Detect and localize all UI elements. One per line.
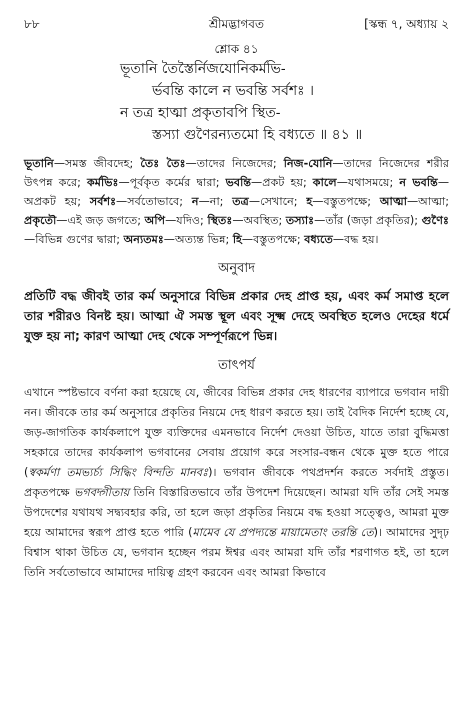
translation-text: প্রতিটি বদ্ধ জীবই তার কর্ম অনুসারে বিভিন্ন প্রকার দেহ প্রাপ্ত হয়, এবং কর্ম সমাপ্ত হলে তার শরীরও বিনষ্ট হয়। আত্মা ঐ সমস্ত স্থূল এবং সূক্ষ্ম দেহে অবস্থিত হলেও দেহের ধর্মে যুক্ত হয় না; কারণ আত্মা দেহ থেকে সম্পূর্ণরূপে ভিন্ন। xyxy=(24,289,449,343)
purport-segment: এখানে স্পষ্টভাবে বর্ণনা করা হয়েছে যে, জীবের বিভিন্ন প্রকার দেহ ধারণের ব্যাপারে ভগবান দায়ী নন। জীবকে তার কর্ম অনুসারে প্রকৃতির নিয়মে দেহ ধারণ করতে হয়। তাই বৈদিক নির্দেশ হচ্ছে যে, জড়-জাগতিক কার্যকলাপে যুক্ত ব্যক্তিদের এমনভাবে নির্দেশ দেওয়া উচিত, যাতে তারা বুদ্ধিমত্তা সহকারে তাদের কার্যকলাপ ভগবানের সেবায় প্রয়োগ করে সংসার-বন্ধন থেকে মুক্ত হতে পারে ( xyxy=(24,386,449,479)
synonym-meaning: —তাদের নিজেদের; xyxy=(185,157,284,170)
synonym-meaning: —সেখানে; xyxy=(248,195,307,208)
book-title: শ্রীমদ্ভাগবত xyxy=(208,17,264,31)
verse-block xyxy=(24,40,449,146)
synonym-meaning: —বদ্ধ হয়। xyxy=(332,233,379,246)
synonym-meaning: —অত্যন্ত ভিন্ন; xyxy=(163,233,233,246)
verse-line: ন তত্র হাত্মা প্রকৃতাবপি স্থিত- xyxy=(120,105,281,121)
synonym-term: ভূতানি xyxy=(24,157,54,170)
synonym-meaning: —অবস্থিত; xyxy=(232,214,286,227)
purport-quote: স্বকর্মণা তমভ্যর্চ্য সিদ্ধিং বিন্দতি মানবঃ xyxy=(28,466,209,479)
page-header xyxy=(24,14,449,38)
synonym-meaning: —প্রকট হয়; xyxy=(251,176,313,189)
purport-scripture-title: ভগবদ্গীতায় xyxy=(74,486,130,499)
synonym-term: আত্মা xyxy=(379,195,407,208)
synonym-meaning: —তাদের নিজেদের শরীর উৎপন্ন করে; xyxy=(24,157,449,189)
synonym-term: ন ভবন্তি xyxy=(399,176,438,189)
synonym-term: গুণৈঃ xyxy=(421,214,449,227)
synonym-meaning: —বস্তুতপক্ষে; xyxy=(241,233,305,246)
synonym-meaning: —সর্বতোভাবে; xyxy=(116,195,192,208)
synonym-term: নিজ-যোনি xyxy=(283,157,333,170)
synonym-term: অন্যতমঃ xyxy=(123,233,164,246)
synonym-term: ভবন্তি xyxy=(225,176,252,189)
page-number: ৮৮ xyxy=(24,17,40,31)
synonym-term: ন xyxy=(191,195,199,208)
synonym-meaning: —বিভিন্ন গুণের দ্বারা; xyxy=(24,233,124,246)
synonym-meaning: —অপ্রকট হয়; xyxy=(24,176,450,208)
verse-line: ভূতানি তৈস্তৈর্নিজযোনিকর্মভি- xyxy=(120,61,286,77)
purport-segment: তিনি বিস্তারিতভাবে তাঁর উপদেশ দিয়েছেন। আমরা যদি তাঁর সেই সমস্ত উপদেশের যথাযথ সদ্ব্যবহার করি, তা হলে জড়া প্রকৃতির নিয়মে বদ্ধ হওয়া সত্ত্বেও, আমরা মুক্ত হয়ে আমাদের স্বরূপ প্রাপ্ত হতে পারি ( xyxy=(24,486,449,539)
synonym-term: হি xyxy=(232,233,242,246)
purport-heading: তাৎপর্য xyxy=(218,358,255,373)
synonyms-paragraph xyxy=(24,154,449,249)
verse-line: র্ভবন্তি কালে ন ভবন্তি সর্বশঃ । xyxy=(152,83,315,99)
synonym-term: হ xyxy=(306,195,313,208)
synonym-term: তৈঃ তৈঃ xyxy=(140,157,186,170)
synonym-term: প্রকৃতৌ xyxy=(24,214,57,227)
synonym-term: সর্বশঃ xyxy=(89,195,117,208)
synonym-term: কালে xyxy=(312,176,337,189)
purport-segment: )। আমাদের সুদৃঢ় বিশ্বাস থাকা উচিত যে, ভগবান হচ্ছেন পরম ঈশ্বর এবং আমরা যদি তাঁর শরণাগত হই, তা হলে তিনি সর্বতোভাবে আমাদের দায়িত্ব গ্রহণ করবেন এবং আমরা কিভাবে xyxy=(24,526,449,579)
synonym-meaning: —সমস্ত জীবদেহ; xyxy=(53,157,141,170)
purport-segment: )। ভগবান জীবকে পথপ্রদর্শন করতে সর্বদাই প্রস্তুত। প্রকৃতপক্ষে xyxy=(24,466,449,499)
verse-line: স্তস্যা গুণৈরন্যতমো হি বধ্যতে ॥ ৪১ ॥ xyxy=(152,127,363,143)
canto-chapter: [স্কন্ধ ৭, অধ্যায় ২ xyxy=(364,17,449,31)
purport-text xyxy=(24,383,449,583)
synonym-meaning: —যথাসময়ে; xyxy=(336,176,400,189)
synonym-meaning: —যদিও; xyxy=(165,214,208,227)
translation-heading: অনুবাদ xyxy=(218,261,255,276)
verse-label: শ্লোক ৪১ xyxy=(214,42,259,56)
synonym-meaning: —তাঁর (জড়া প্রকৃতির); xyxy=(314,214,422,227)
synonym-meaning: —না; xyxy=(198,195,233,208)
synonym-term: তস্যাঃ xyxy=(285,214,315,227)
synonym-meaning: —বস্তুতপক্ষে; xyxy=(312,195,380,208)
synonym-term: কর্মভিঃ xyxy=(86,176,119,189)
synonym-term: অপি xyxy=(144,214,166,227)
synonym-meaning: —পূর্বকৃত কর্মের দ্বারা; xyxy=(118,176,226,189)
synonym-meaning: —আত্মা; xyxy=(406,195,449,208)
synonym-meaning: —এই জড় জগতে; xyxy=(56,214,145,227)
synonym-term: তত্র xyxy=(232,195,249,208)
purport-quote: মামেব যে প্রপদ্যন্তে মায়ামেতাং তরন্তি তে xyxy=(192,526,374,539)
synonym-term: বধ্যতে xyxy=(304,233,333,246)
synonym-term: স্থিতঃ xyxy=(207,214,233,227)
